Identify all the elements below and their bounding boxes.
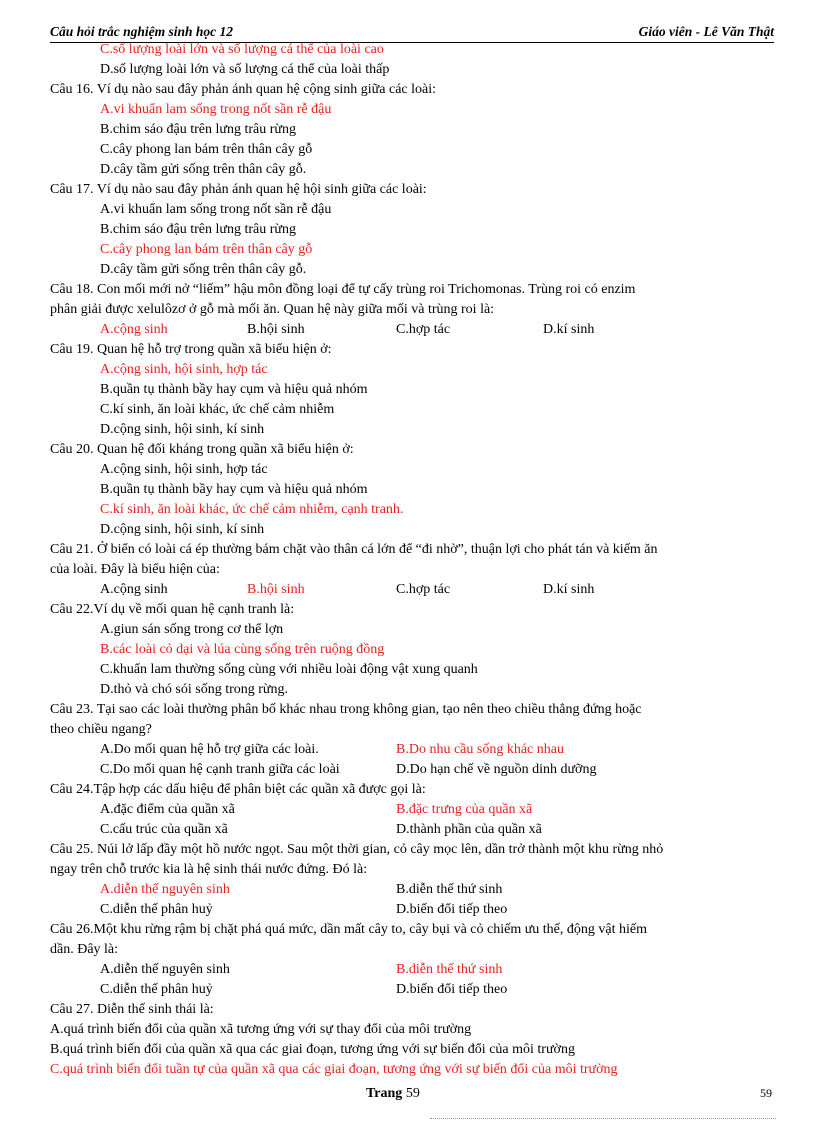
q16-option-b: B.chim sáo đậu trên lưng trâu rừng	[100, 122, 296, 137]
q21-option-a: A.cộng sinh	[100, 582, 168, 597]
header-teacher: Giáo viên - Lê Văn Thật	[638, 24, 774, 39]
q19-option-b: B.quần tụ thành bầy hay cụm và hiệu quả nhóm	[100, 382, 368, 397]
q21-option-b: B.hội sinh	[247, 582, 305, 597]
q24-option-a: A.đặc điểm của quần xã	[100, 802, 235, 817]
q20-option-b: B.quần tụ thành bầy hay cụm và hiệu quả nhóm	[100, 482, 368, 497]
q19-option-a: A.cộng sinh, hội sinh, hợp tác	[100, 362, 268, 377]
q24-options-row-2	[50, 820, 780, 840]
q23-option-b: B.Do nhu cầu sống khác nhau	[396, 742, 564, 757]
q25-option-a: A.diễn thế nguyên sinh	[100, 882, 230, 897]
q27-option-c: C.quá trình biến đổi tuần tự của quần xã qua các giai đoạn, tương ứng với sự biến đổi của môi trường	[50, 1062, 618, 1077]
question-18-line-2: phân giải được xelulôzơ ở gỗ mà mối ăn. Quan hệ này giữa mối và trùng roi là:	[50, 302, 495, 317]
question-21-line-2: của loài. Đây là biểu hiện của:	[50, 562, 220, 577]
q17-option-a: A.vi khuẩn lam sống trong nốt sần rễ đậu	[100, 202, 332, 217]
q19-option-d: D.cộng sinh, hội sinh, kí sinh	[100, 422, 265, 437]
q22-option-d: D.thỏ và chó sói sống trong rừng.	[100, 682, 289, 697]
question-18-line-1: Câu 18. Con mối mới nở “liếm” hậu môn đồng loại để tự cấy trùng roi Trichomonas. Trùng roi có enzim	[50, 282, 636, 297]
q20-option-d: D.cộng sinh, hội sinh, kí sinh	[100, 522, 265, 537]
page-content	[50, 40, 780, 1080]
footer-trang-number: 59	[405, 1086, 420, 1101]
q19-option-c: C.kí sinh, ăn loài khác, ức chế cảm nhiễm	[100, 402, 335, 417]
q17-option-b: B.chim sáo đậu trên lưng trâu rừng	[100, 222, 296, 237]
question-27: Câu 27. Diễn thế sinh thái là:	[50, 1002, 214, 1017]
q23-option-d: D.Do hạn chế về nguồn dinh dưỡng	[396, 762, 597, 777]
q18-option-c: C.hợp tác	[396, 322, 451, 337]
option-line: D.số lượng loài lớn và số lượng cá thể của loài thấp	[100, 62, 390, 77]
q22-option-a: A.giun sán sống trong cơ thể lợn	[100, 622, 284, 637]
q17-option-c: C.cây phong lan bám trên thân cây gỗ	[100, 242, 313, 257]
q16-option-d: D.cây tầm gửi sống trên thân cây gỗ.	[100, 162, 307, 177]
q16-option-a: A.vi khuẩn lam sống trong nốt sần rễ đậu	[100, 102, 332, 117]
q20-option-c: C.kí sinh, ăn loài khác, ức chế cảm nhiễm, cạnh tranh.	[100, 502, 404, 517]
q23-options-row-1	[50, 740, 780, 760]
question-22: Câu 22.Ví dụ về mối quan hệ cạnh tranh là:	[50, 602, 295, 617]
q25-option-b: B.diễn thế thứ sinh	[396, 882, 503, 897]
question-16: Câu 16. Ví dụ nào sau đây phản ánh quan hệ cộng sinh giữa các loài:	[50, 82, 437, 97]
q17-option-d: D.cây tầm gửi sống trên thân cây gỗ.	[100, 262, 307, 277]
q24-option-b: B.đặc trưng của quần xã	[396, 802, 533, 817]
question-21-line-1: Câu 21. Ở biển có loài cá ép thường bám chặt vào thân cá lớn để “đi nhờ”, thuận lợi cho phát tán và kiếm ăn	[50, 542, 658, 557]
q24-options-row-1	[50, 800, 780, 820]
footer-page-number: 59	[760, 1086, 772, 1100]
q22-option-c: C.khuẩn lam thường sống cùng với nhiều loài động vật xung quanh	[100, 662, 478, 677]
question-19: Câu 19. Quan hệ hỗ trợ trong quần xã biểu hiện ở:	[50, 342, 332, 357]
answer-line: C.số lượng loài lớn và số lượng cá thể của loài cao	[100, 42, 384, 57]
q26-option-a: A.diễn thế nguyên sinh	[100, 962, 230, 977]
question-23-line-1: Câu 23. Tại sao các loài thường phân bố khác nhau trong không gian, tạo nên theo chiều thẳng đứng hoặc	[50, 702, 642, 717]
question-24: Câu 24.Tập hợp các dấu hiệu để phân biệt các quần xã được gọi là:	[50, 782, 426, 797]
q25-option-d: D.biến đổi tiếp theo	[396, 902, 508, 917]
header-title: Câu hỏi trắc nghiệm sinh học 12	[50, 24, 234, 39]
q26-options-row-1	[50, 960, 780, 980]
q24-option-d: D.thành phần của quần xã	[396, 822, 542, 837]
q26-option-d: D.biến đổi tiếp theo	[396, 982, 508, 997]
q18-options	[50, 320, 780, 340]
question-26-line-2: dần. Đây là:	[50, 942, 119, 957]
footer-trang-word: Trang	[366, 1086, 403, 1101]
q22-option-b: B.các loài cỏ dại và lúa cùng sống trên ruộng đồng	[100, 642, 385, 657]
question-25-line-1: Câu 25. Núi lở lấp đầy một hồ nước ngọt. Sau một thời gian, cỏ cây mọc lên, dần trở thành một khu rừng nhỏ	[50, 842, 664, 857]
q18-option-b: B.hội sinh	[247, 322, 305, 337]
question-25-line-2: ngay trên chỗ trước kia là hệ sinh thái nước đứng. Đó là:	[50, 862, 368, 877]
q25-options-row-2	[50, 900, 780, 920]
page-footer	[0, 1086, 816, 1106]
footer-page-label	[366, 1086, 420, 1102]
q21-option-d: D.kí sinh	[543, 582, 595, 597]
q21-options	[50, 580, 780, 600]
q26-option-c: C.diễn thế phân huỷ	[100, 982, 213, 997]
q25-option-c: C.diễn thế phân huỷ	[100, 902, 213, 917]
question-17: Câu 17. Ví dụ nào sau đây phản ánh quan hệ hội sinh giữa các loài:	[50, 182, 427, 197]
footer-divider	[430, 1118, 776, 1119]
q24-option-c: C.cấu trúc của quần xã	[100, 822, 228, 837]
q23-option-a: A.Do mối quan hệ hỗ trợ giữa các loài.	[100, 742, 319, 757]
q20-option-a: A.cộng sinh, hội sinh, hợp tác	[100, 462, 268, 477]
q27-option-a: A.quá trình biến đổi của quần xã tương ứng với sự thay đổi của môi trường	[50, 1022, 472, 1037]
q27-option-b: B.quá trình biến đổi của quần xã qua các giai đoạn, tương ứng với sự biến đổi của môi trường	[50, 1042, 575, 1057]
question-20: Câu 20. Quan hệ đối kháng trong quần xã biểu hiện ở:	[50, 442, 354, 457]
q21-option-c: C.hợp tác	[396, 582, 451, 597]
q18-option-d: D.kí sinh	[543, 322, 595, 337]
q16-option-c: C.cây phong lan bám trên thân cây gỗ	[100, 142, 313, 157]
q23-option-c: C.Do mối quan hệ cạnh tranh giữa các loài	[100, 762, 340, 777]
q25-options-row-1	[50, 880, 780, 900]
q23-options-row-2	[50, 760, 780, 780]
q18-option-a: A.cộng sinh	[100, 322, 168, 337]
question-23-line-2: theo chiều ngang?	[50, 722, 152, 737]
q26-options-row-2	[50, 980, 780, 1000]
q26-option-b: B.diễn thế thứ sinh	[396, 962, 503, 977]
question-26-line-1: Câu 26.Một khu rừng rậm bị chặt phá quá mức, dần mất cây to, cây bụi và cỏ chiếm ưu thế, động vật hiếm	[50, 922, 647, 937]
